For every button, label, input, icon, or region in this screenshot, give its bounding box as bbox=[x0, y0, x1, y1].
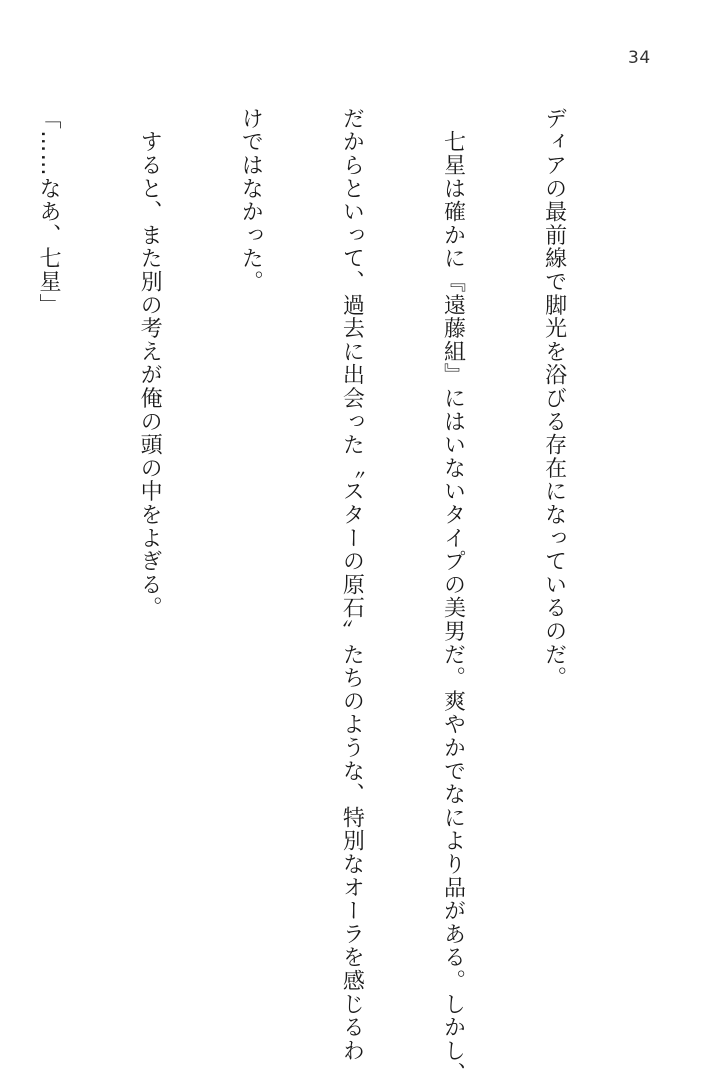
vertical-text-body bbox=[0, 107, 638, 1086]
text-line: ディアの最前線で脚光を浴びる存在になっているのだ。 bbox=[541, 107, 567, 690]
text-line: 七星は確かに『遠藤組』にはいないタイプの美男だ。爽やかでなにより品がある。しかし、 bbox=[440, 107, 466, 1086]
text-line: すると、また別の考えが俺の頭の中をよぎる。 bbox=[137, 107, 163, 620]
text-line: 「……なあ、七星」 bbox=[36, 107, 62, 317]
text-line: けではなかった。 bbox=[238, 107, 264, 294]
page-number: 34 bbox=[628, 48, 651, 68]
text-line: だからといって、過去に出会った〝スターの原石〟たちのような、特別なオーラを感じるわ bbox=[339, 107, 365, 1063]
